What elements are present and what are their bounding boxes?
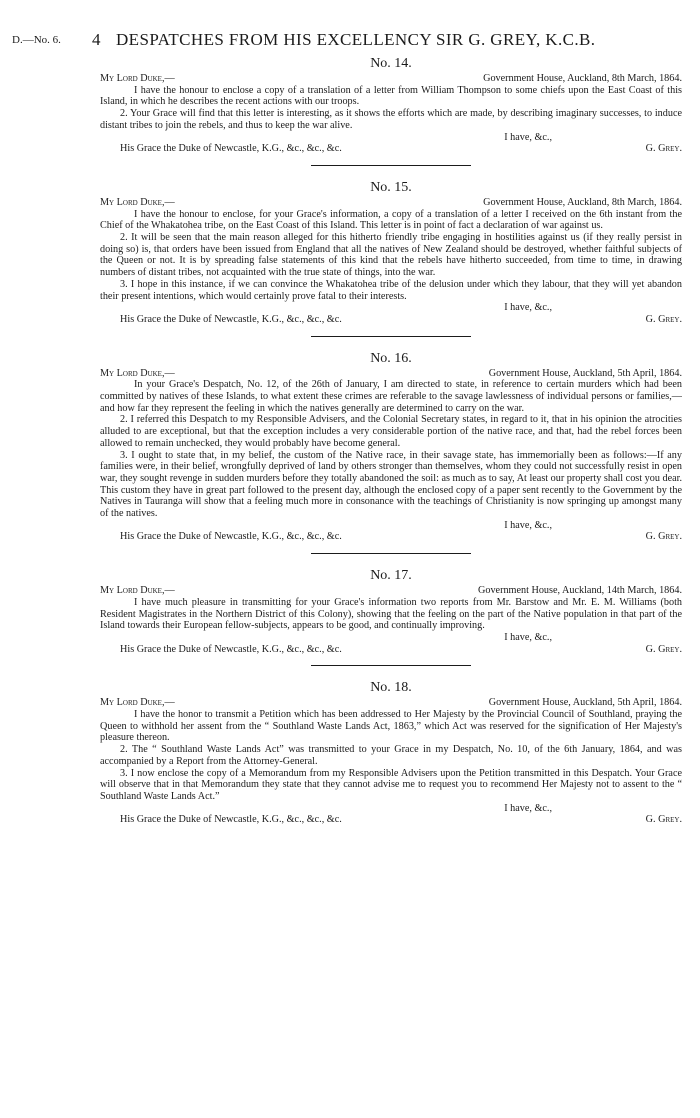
section-divider	[311, 336, 471, 337]
section-divider	[311, 665, 471, 666]
closing-row	[100, 132, 682, 144]
salutation: My Lord Duke,—	[100, 73, 175, 84]
page-title: DESPATCHES FROM HIS EXCELLENCY SIR G. GREY, K.C.B.	[116, 30, 596, 49]
salutation: My Lord Duke,—	[100, 585, 175, 597]
salutation-row	[100, 197, 682, 209]
despatch-number: No. 18.	[370, 680, 412, 696]
salutation-row	[100, 73, 682, 85]
page-header	[0, 30, 700, 52]
place-date: Government House, Auckland, 8th March, 1864.	[483, 196, 682, 208]
paragraph: 3. I now enclose the copy of a Memorandum from my Responsible Advisers upon the Petition transmitted in this Despatch. Your Grace will observe that in that Memorandum they state that they cannot advise me to request you to recommend Her Majesty not to assent to the “ Southland Waste Lands Act.”	[100, 767, 682, 802]
despatch-number: No. 14.	[370, 56, 412, 71]
section-divider	[311, 165, 471, 166]
despatch-number: No. 16.	[370, 350, 412, 366]
paragraph: In your Grace's Despatch, No. 12, of the 26th of January, I am directed to state, in reference to certain murders which had been committed by natives of these Islands, to what extent these crimes are referable to the savage lawlessness of individual persons or families,—and how far they represent the feeling in which the natives generally are determined to carry on the war.	[100, 379, 682, 414]
despatch-no-18	[100, 680, 682, 826]
despatch-no-15	[100, 180, 682, 326]
paragraph: I have the honor to transmit a Petition which has been addressed to Her Majesty by the Provincial Council of Southland, praying the Queen to withhold her assent from the “ Southland Waste Lands Act, 1863,” which Act was reserved for the signification of Her Majesty's pleasure thereon.	[100, 709, 682, 744]
section-divider	[311, 553, 471, 554]
salutation-row	[100, 585, 682, 597]
despatch-number: No. 17.	[370, 568, 412, 584]
closing: I have, &c.,	[504, 802, 552, 814]
signature: G. Grey.	[645, 143, 682, 155]
salutation: My Lord Duke,—	[100, 697, 175, 709]
despatch-no-14	[100, 56, 682, 155]
salutation-row	[100, 697, 682, 709]
closing-row	[100, 302, 682, 314]
signature: G. Grey.	[645, 814, 682, 826]
page-number: 4	[92, 30, 101, 49]
place-date: Government House, Auckland, 5th April, 1864.	[488, 697, 682, 709]
signature: G. Grey.	[645, 531, 682, 543]
despatch-no-17	[100, 568, 682, 655]
salutation-row	[100, 368, 682, 380]
closing: I have, &c.,	[504, 131, 552, 143]
place-date: Government House, Auckland, 14th March, 1864.	[478, 585, 682, 597]
addressee: His Grace the Duke of Newcastle, K.G., &c., &c., &c.	[120, 143, 342, 155]
addressee: His Grace the Duke of Newcastle, K.G., &c., &c., &c.	[120, 814, 342, 826]
paragraph: 2. The “ Southland Waste Lands Act” was transmitted to your Grace in my Despatch, No. 10, of the 6th January, 1864, and was accompanied by a Report from the Attorney-General.	[100, 744, 682, 767]
addressee-row	[100, 314, 682, 326]
despatch-list	[100, 56, 682, 826]
closing-row	[100, 520, 682, 532]
closing: I have, &c.,	[504, 519, 552, 531]
place-date: Government House, Auckland, 5th April, 1864.	[488, 367, 682, 379]
paragraph: 3. I ought to state that, in my belief, the custom of the Native race, in their savage state, has immemorially been as follows:—If any families were, in their belief, wrongfully deprived of land by others stronger than themselves, whom they could not successfully resist in open war, they sought revenge in sudden murders before they totally abandoned the soil: as much as to say, At least our property shall cost you dear. This custom they have in great part followed to the present day, although the enclosed copy of a paper sent recently to the Government by the Natives in Tauranga will show that a feeling much more in consonance with the teachings of Christianity is now springing up amongst many of the natives.	[100, 449, 682, 520]
despatch-number: No. 15.	[370, 179, 412, 195]
salutation: My Lord Duke,—	[100, 367, 175, 379]
addressee: His Grace the Duke of Newcastle, K.G., &c., &c., &c.	[120, 643, 342, 655]
paragraph: 2. Your Grace will find that this letter is interesting, as it shows the efforts which are made, by describing imaginary successes, to induce distant tribes to join the rebels, and thus to keep the war alive.	[100, 108, 682, 131]
paragraph: I have the honour to enclose, for your Grace's information, a copy of a translation of a letter I received on the 6th instant from the Chief of the Whakatohea tribe, on the East Coast of this Island. This letter is in point of fact a declaration of war against us.	[100, 208, 682, 232]
signature: G. Grey.	[645, 643, 682, 655]
doc-reference: D.—No. 6.	[12, 34, 61, 46]
signature: G. Grey.	[645, 313, 682, 325]
paragraph: 2. I referred this Despatch to my Responsible Advisers, and the Colonial Secretary states, in regard to it, that in his opinion the atrocities alluded to are exceptional, but that the exception includes a very considerable portion of the native race, and that, had the rebel forces been allowed to remain unchecked, they would probably have become general.	[100, 414, 682, 449]
addressee-row	[100, 814, 682, 826]
paragraph: I have much pleasure in transmitting for your Grace's information two reports from Mr. Barstow and Mr. E. M. Williams (both Resident Magistrates in the Northern District of this Colony), showing that the feeling on the part of the Native population in that part of the Island towards their European fellow-subjects, appears to be good, and continually improving.	[100, 596, 682, 632]
addressee: His Grace the Duke of Newcastle, K.G., &c., &c., &c.	[120, 531, 342, 543]
addressee-row	[100, 644, 682, 656]
paragraph: I have the honour to enclose a copy of a translation of a letter from William Thompson to some chiefs upon the East Coast of this Island, in which he describes the recent actions with our troops.	[100, 84, 682, 108]
addressee-row	[100, 143, 682, 155]
closing-row	[100, 803, 682, 815]
place-date: Government House, Auckland, 8th March, 1864.	[483, 73, 682, 84]
closing-row	[100, 632, 682, 644]
paragraph: 2. It will be seen that the main reason alleged for this hitherto friendly tribe engaging in hostilities against us (if they really persist in doing so) is, that orders have been issued from England that all the natives of New Zealand should be destroyed, whether faithful subjects of the Queen or not. It is by spreading false statements of this kind that the rebels have hitherto succeeded, from time to time, in drawing numbers of distant tribes, not acquainted with the true state of things, into the war.	[100, 232, 682, 279]
closing: I have, &c.,	[504, 302, 552, 314]
closing: I have, &c.,	[504, 631, 552, 643]
despatch-no-16	[100, 351, 682, 544]
paragraph: 3. I hope in this instance, if we can convince the Whakatohea tribe of the delusion under which they labour, that they will yet abandon their present intentions, which would certainly prove fatal to their interests.	[100, 278, 682, 302]
salutation: My Lord Duke,—	[100, 196, 175, 208]
addressee-row	[100, 531, 682, 543]
addressee: His Grace the Duke of Newcastle, K.G., &c., &c., &c.	[120, 313, 342, 325]
